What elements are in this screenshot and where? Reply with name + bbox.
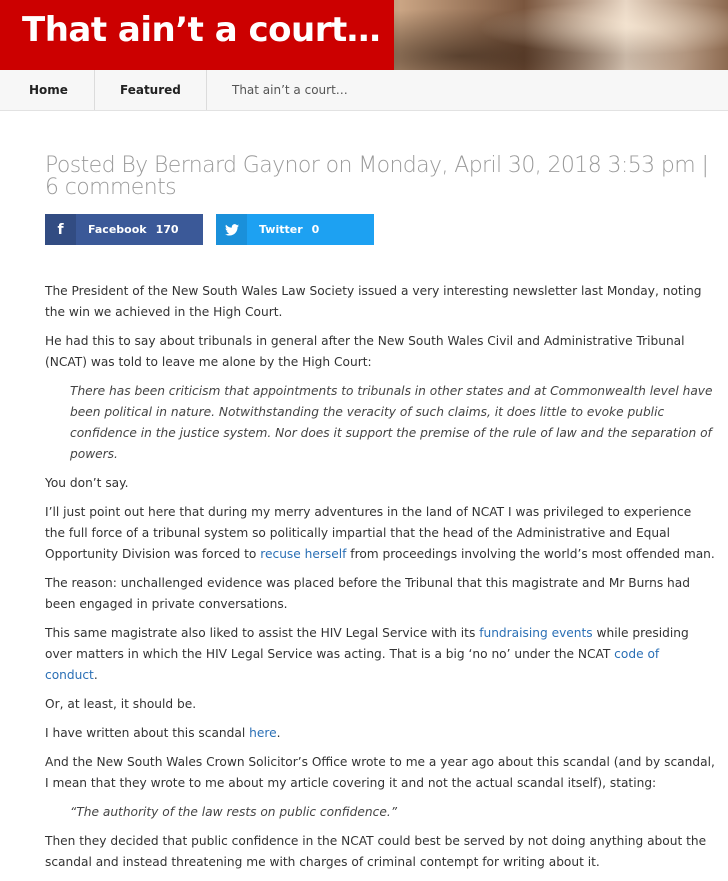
paragraph-2: He had this to say about tribunals in general after the New South Wales Civil and Administrative Tribunal (NCAT) was told to leave me alone by the High Court: [45,334,685,369]
paragraph-8-text-b: . [276,726,281,740]
paragraph-8-text-a: I have written about this scandal [45,726,250,740]
paragraph-5: The reason: unchallenged evidence was placed before the Tribunal that this magistrate and Mr Burns had been engaged in private conversations. [45,576,690,611]
post-meta [45,155,725,199]
site-banner [0,0,728,70]
code-of-conduct-link[interactable]: code of conduct [45,647,660,682]
post-date: Monday, April 30, 2018 3:53 pm [358,153,696,178]
site-title[interactable]: That ain’t a court… [22,10,381,50]
paragraph-6-text-b: while presiding over matters in which the HIV Legal Service was acting. That is a big ‘no no’ under the NCAT [45,626,689,661]
paragraph-1: The President of the New South Wales Law Society issued a very interesting newsletter last Monday, noting the win we achieved in the High Court. [45,284,702,319]
facebook-share-count: 170 [155,223,179,236]
nav-featured[interactable]: Featured [95,70,207,110]
meta-on: on [319,153,359,178]
paragraph-8 [45,723,715,744]
paragraph-4-text-b: from proceedings involving the world’s most offended man. [346,547,715,561]
facebook-icon: f [45,214,76,245]
meta-prefix: Posted By [45,153,154,178]
main-nav [0,70,728,111]
recuse-herself-link[interactable]: recuse herself [260,547,347,561]
twitter-share-label: Twitter [259,223,303,236]
paragraph-6 [45,623,715,686]
twitter-share-count: 0 [311,223,320,236]
twitter-bird-icon [225,224,239,236]
twitter-share-button[interactable] [216,214,374,245]
paragraph-7: Or, at least, it should be. [45,697,197,711]
paragraph-4 [45,502,715,565]
paragraph-6-text-a: This same magistrate also liked to assist the HIV Legal Service with its [45,626,480,640]
author-link[interactable]: Bernard Gaynor [153,153,320,178]
banner-photo [394,0,728,70]
paragraph-10: Then they decided that public confidence in the NCAT could best be served by not doing anything about the scandal and instead threatening me with charges of criminal contempt for writing about it. [45,834,707,869]
paragraph-6-text-c: . [93,668,98,682]
comments-link[interactable]: 6 comments [45,175,176,200]
site-title-box[interactable] [0,0,394,70]
facebook-share-label: Facebook [88,223,147,236]
breadcrumb-current: That ain’t a court… [232,83,348,97]
meta-separator: | [695,153,709,178]
paragraph-4-text-a: I’ll just point out here that during my merry adventures in the land of NCAT I was privileged to experience the full force of a tribunal system so politically impartial that the head of the Administrative and Equal Opportunity Division was forced to [45,505,692,561]
twitter-icon [216,214,247,245]
article-body [45,281,715,881]
paragraph-9: And the New South Wales Crown Solicitor’s Office wrote to me a year ago about this scandal (and by scandal, I mean that they wrote to me about my article covering it and not the actual scandal itself), stating: [45,755,715,790]
blockquote-2: “The authority of the law rests on public confidence.” [70,805,398,819]
facebook-share-button[interactable] [45,214,203,245]
paragraph-3: You don’t say. [45,476,129,490]
nav-home[interactable]: Home [0,70,95,110]
fundraising-events-link[interactable]: fundraising events [479,626,593,640]
blockquote-1: There has been criticism that appointments to tribunals in other states and at Commonwealth level have been political in nature. Notwithstanding the veracity of such claims, it does little to evoke public confidence in the justice system. Nor does it support the premise of the rule of law and the separation of powers. [70,384,713,461]
here-link[interactable]: here [249,726,277,740]
